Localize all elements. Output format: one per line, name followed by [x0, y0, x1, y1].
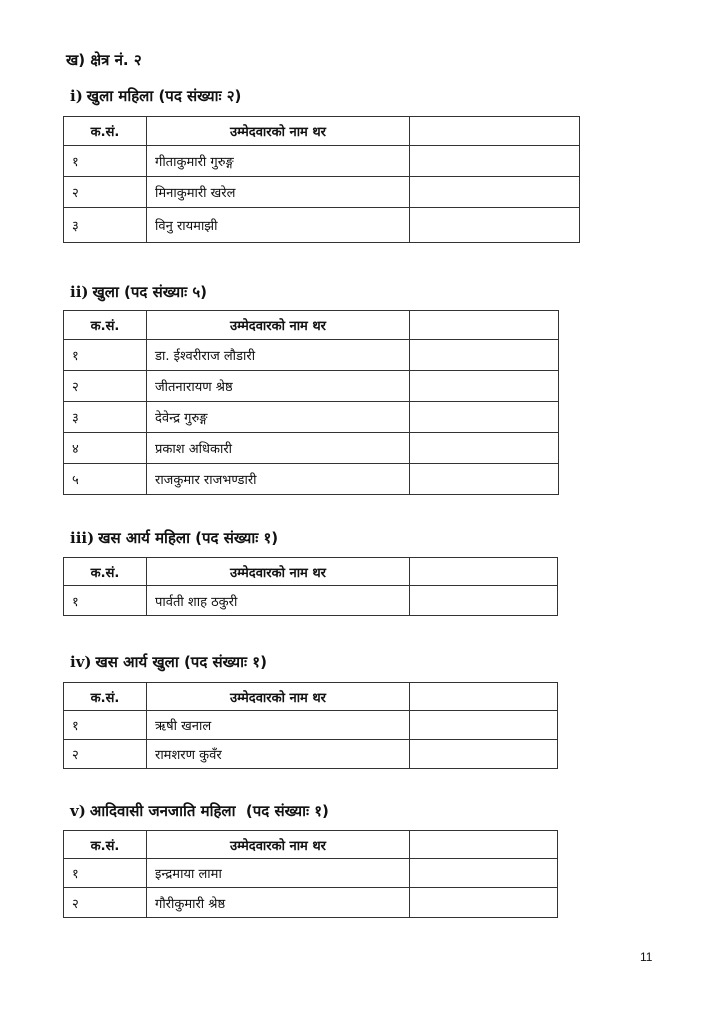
blank-cell	[410, 371, 559, 402]
blank-cell	[410, 402, 559, 433]
serial-cell: २	[64, 177, 147, 208]
name-cell: देवेन्द्र गुरुङ्ग	[147, 402, 410, 433]
table-row	[64, 740, 558, 769]
candidate-table-5	[63, 830, 558, 918]
serial-cell: २	[64, 740, 147, 769]
blank-cell	[410, 464, 559, 495]
serial-cell: ५	[64, 464, 147, 495]
name-header: उम्मेदवारको नाम थर	[147, 117, 410, 146]
blank-header	[410, 831, 558, 859]
table-header-row	[64, 558, 558, 586]
blank-header	[410, 311, 559, 340]
section-number: i)	[70, 87, 83, 105]
serial-cell: २	[64, 888, 147, 918]
name-header: उम्मेदवारको नाम थर	[147, 831, 410, 859]
section-number: iv)	[70, 653, 92, 671]
serial-header: क.सं.	[64, 311, 147, 340]
section-heading: खस आर्य महिला (पद संख्याः १)	[98, 529, 279, 547]
serial-header: क.सं.	[64, 683, 147, 711]
blank-cell	[410, 888, 558, 918]
serial-cell: ४	[64, 433, 147, 464]
page-number: 11	[640, 950, 653, 964]
name-cell: डा. ईश्वरीराज लौडारी	[147, 340, 410, 371]
section-title-5	[70, 801, 329, 821]
serial-header: क.सं.	[64, 831, 147, 859]
name-cell: इन्द्रमाया लामा	[147, 859, 410, 888]
serial-header: क.सं.	[64, 117, 147, 146]
table-row	[64, 371, 559, 402]
blank-cell	[410, 177, 580, 208]
candidate-table-1	[63, 116, 580, 243]
table-row	[64, 711, 558, 740]
name-header: उम्मेदवारको नाम थर	[147, 683, 410, 711]
serial-cell: १	[64, 340, 147, 371]
section-heading: खस आर्य खुला (पद संख्याः १)	[95, 653, 267, 671]
table-row	[64, 340, 559, 371]
blank-header	[410, 683, 558, 711]
name-cell: पार्वती शाह ठकुरी	[147, 586, 410, 616]
table-header-row	[64, 683, 558, 711]
serial-cell: १	[64, 146, 147, 177]
section-heading: खुला महिला (पद संख्याः २)	[86, 87, 242, 105]
table-row	[64, 888, 558, 918]
blank-cell	[410, 208, 580, 243]
blank-cell	[410, 859, 558, 888]
section-number: iii)	[70, 529, 95, 547]
blank-header	[410, 558, 558, 586]
name-cell: गीताकुमारी गुरुङ्ग	[147, 146, 410, 177]
serial-cell: १	[64, 711, 147, 740]
name-cell: राजकुमार राजभण्डारी	[147, 464, 410, 495]
serial-cell: १	[64, 859, 147, 888]
section-title-4	[70, 652, 267, 672]
candidate-table-3	[63, 557, 558, 616]
table-row	[64, 433, 559, 464]
blank-cell	[410, 740, 558, 769]
serial-cell: ३	[64, 208, 147, 243]
name-header: उम्मेदवारको नाम थर	[147, 558, 410, 586]
serial-cell: १	[64, 586, 147, 616]
blank-header	[410, 117, 580, 146]
blank-cell	[410, 433, 559, 464]
table-header-row	[64, 831, 558, 859]
table-header-row	[64, 117, 580, 146]
area-title: ख) क्षेत्र नं. २	[66, 51, 142, 69]
section-title-3	[70, 528, 278, 548]
name-cell: विनु रायमाझी	[147, 208, 410, 243]
serial-header: क.सं.	[64, 558, 147, 586]
candidate-table-4	[63, 682, 558, 769]
section-heading: आदिवासी जनजाति महिला (पद संख्याः १)	[89, 802, 329, 820]
section-heading: खुला (पद संख्याः ५)	[92, 283, 208, 301]
section-title-1	[70, 86, 241, 106]
name-cell: प्रकाश अधिकारी	[147, 433, 410, 464]
table-row	[64, 146, 580, 177]
blank-cell	[410, 711, 558, 740]
table-row	[64, 586, 558, 616]
table-row	[64, 859, 558, 888]
name-header: उम्मेदवारको नाम थर	[147, 311, 410, 340]
name-cell: जीतनारायण श्रेष्ठ	[147, 371, 410, 402]
blank-cell	[410, 146, 580, 177]
name-cell: ऋषी खनाल	[147, 711, 410, 740]
table-header-row	[64, 311, 559, 340]
table-row	[64, 177, 580, 208]
name-cell: मिनाकुमारी खरेल	[147, 177, 410, 208]
blank-cell	[410, 340, 559, 371]
serial-cell: ३	[64, 402, 147, 433]
section-number: v)	[70, 802, 86, 820]
name-cell: गौरीकुमारी श्रेष्ठ	[147, 888, 410, 918]
section-number: ii)	[70, 283, 89, 301]
table-row	[64, 402, 559, 433]
candidate-table-2	[63, 310, 559, 495]
serial-cell: २	[64, 371, 147, 402]
name-cell: रामशरण कुवँर	[147, 740, 410, 769]
table-row	[64, 464, 559, 495]
blank-cell	[410, 586, 558, 616]
section-title-2	[70, 282, 207, 302]
table-row	[64, 208, 580, 243]
